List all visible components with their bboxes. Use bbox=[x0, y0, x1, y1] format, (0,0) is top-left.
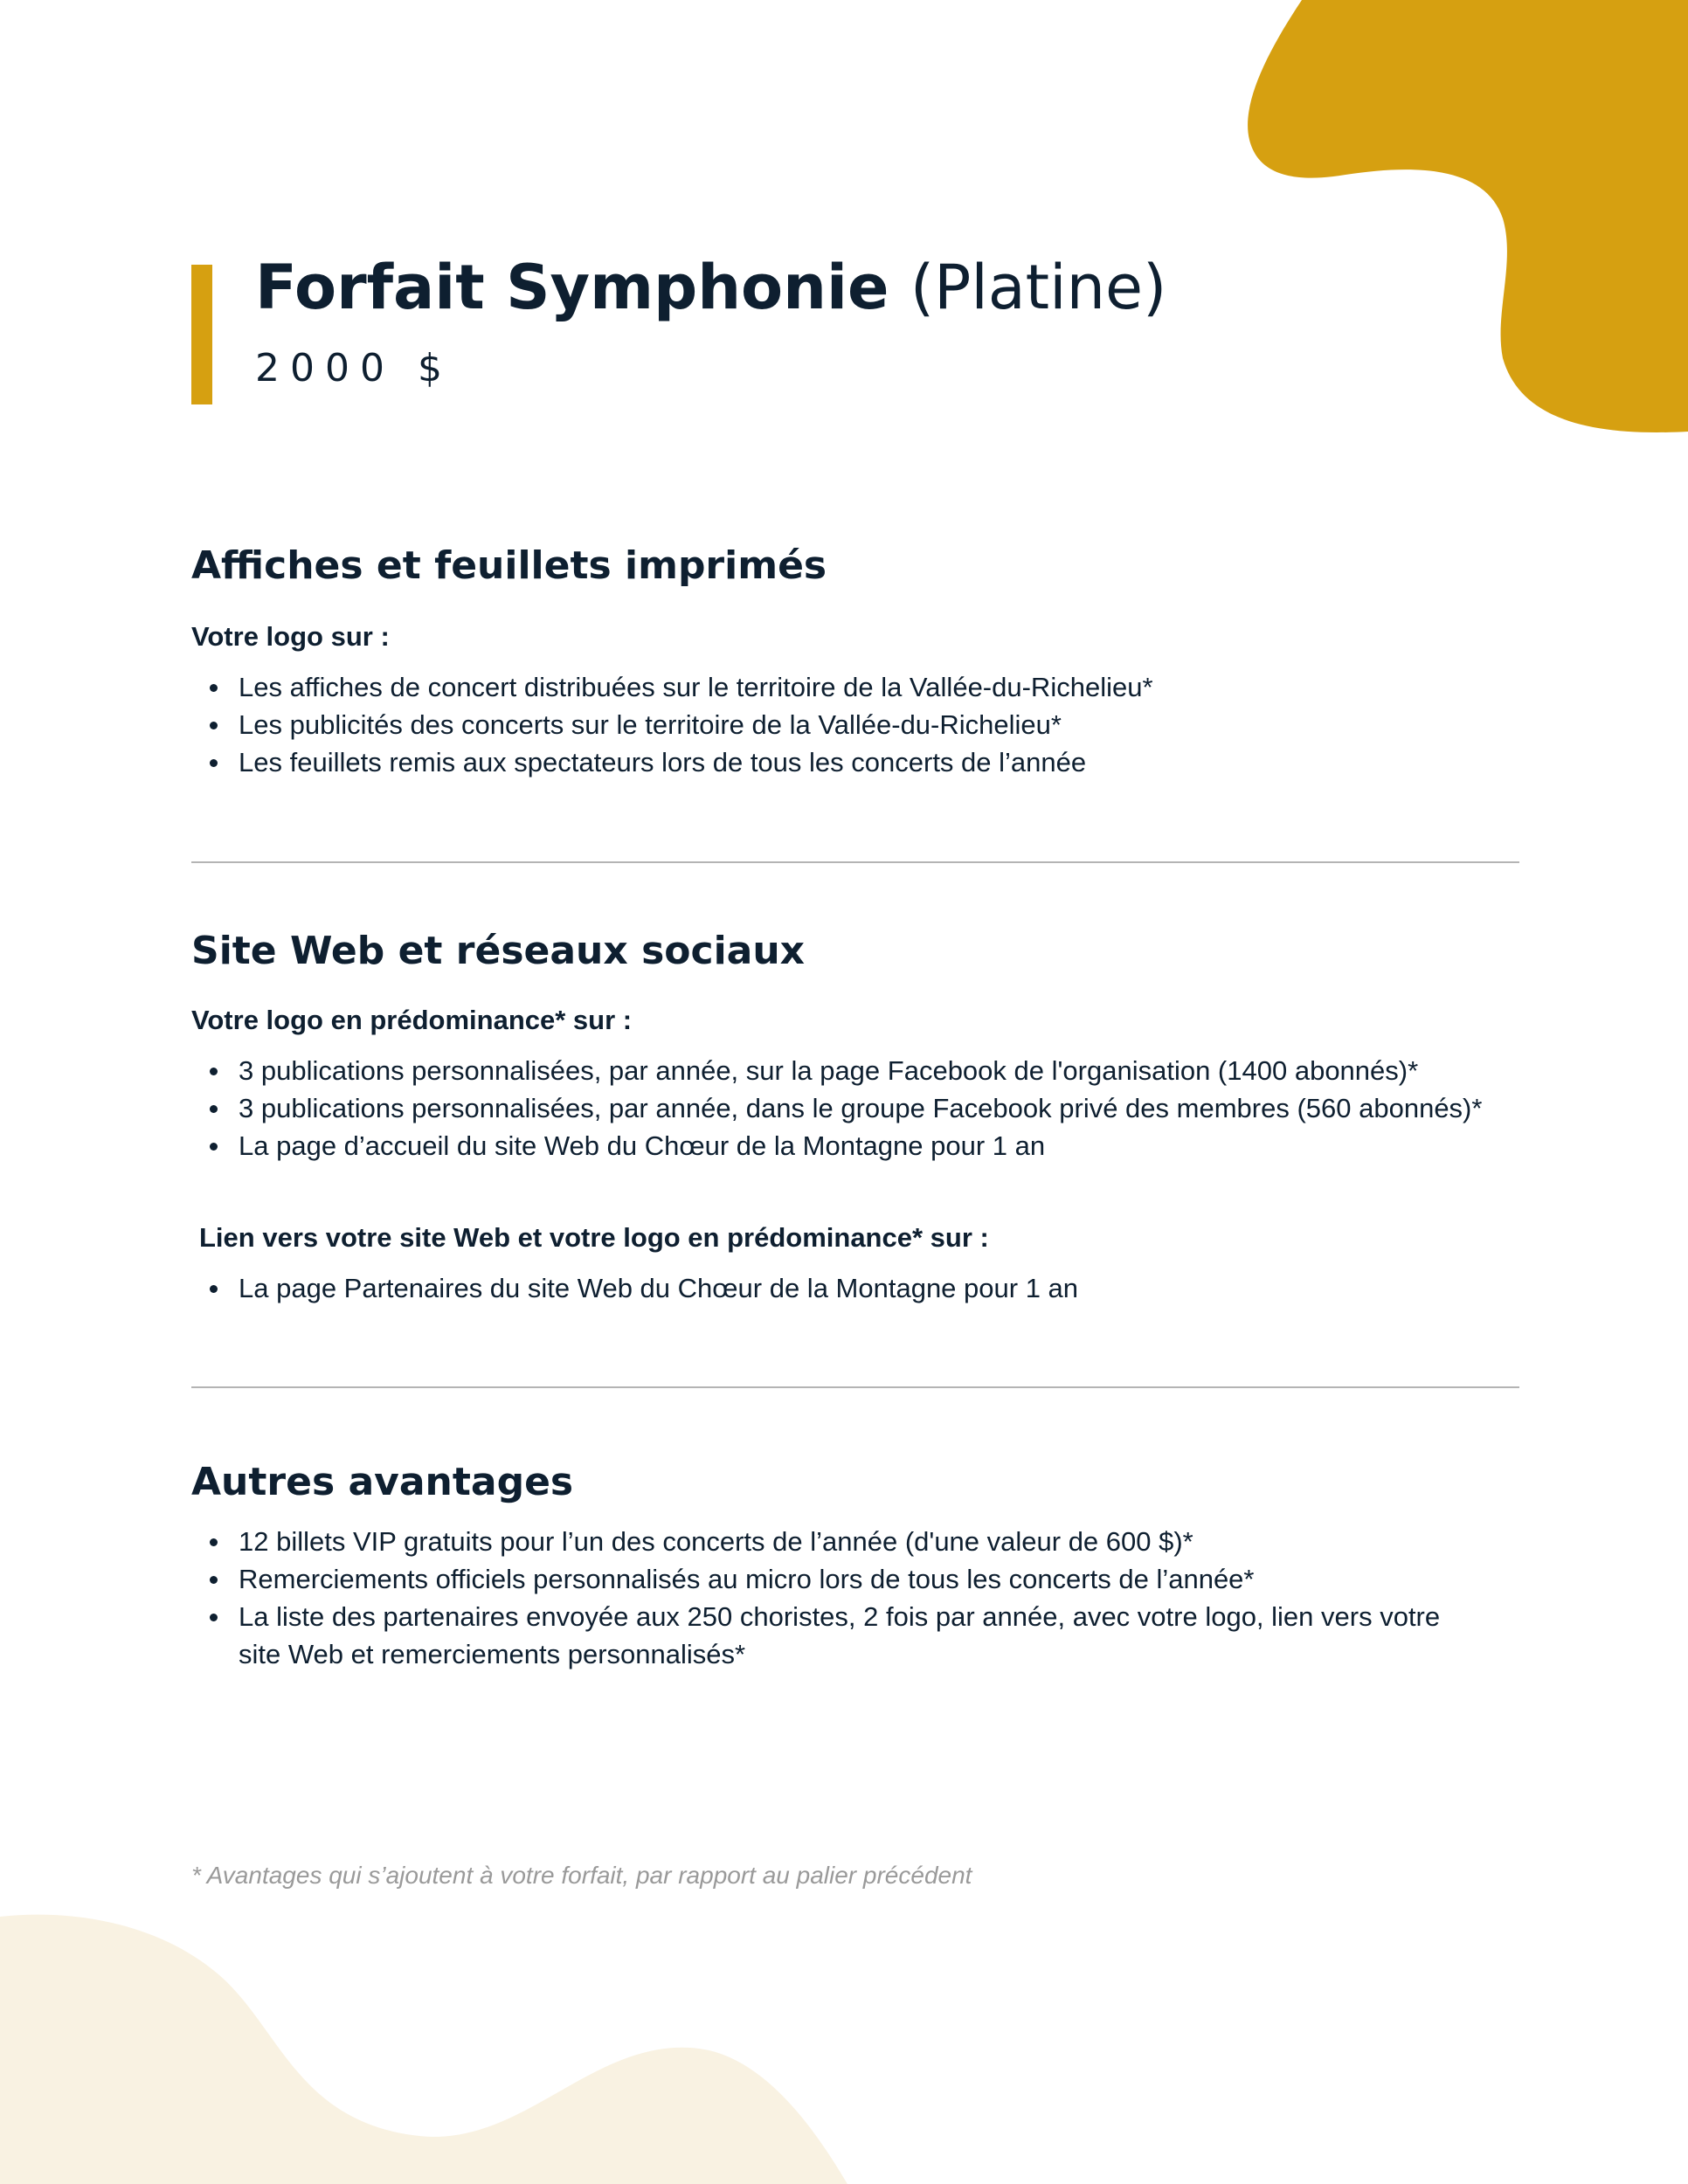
list-other bbox=[191, 1523, 1453, 1673]
list-print bbox=[191, 668, 1549, 781]
list-web-link bbox=[191, 1269, 1549, 1307]
section-subheading-web: Votre logo en prédominance* sur : bbox=[191, 1005, 633, 1035]
list-item: 3 publications personnalisées, par année, dans le groupe Facebook privé des membres (560 abonnés)* bbox=[239, 1089, 1549, 1127]
title-accent-bar bbox=[191, 265, 212, 404]
footnote: * Avantages qui s’ajoutent à votre forfait, par rapport au palier précédent bbox=[191, 1862, 972, 1889]
list-web bbox=[191, 1052, 1549, 1165]
package-price: 2000 $ bbox=[255, 346, 453, 390]
title-bold: Forfait Symphonie bbox=[255, 252, 889, 323]
list-item: La liste des partenaires envoyée aux 250 choristes, 2 fois par année, avec votre logo, lien vers votre site Web et remerciements personnalisés* bbox=[239, 1598, 1453, 1673]
section-divider bbox=[191, 861, 1519, 863]
section-subheading-print: Votre logo sur : bbox=[191, 621, 390, 652]
list-item: La page d’accueil du site Web du Chœur de la Montagne pour 1 an bbox=[239, 1127, 1549, 1165]
list-item: 12 billets VIP gratuits pour l’un des concerts de l’année (d'une valeur de 600 $)* bbox=[239, 1523, 1453, 1560]
section-heading-other: Autres avantages bbox=[191, 1460, 574, 1504]
title-tier: (Platine) bbox=[910, 252, 1167, 323]
section-divider bbox=[191, 1386, 1519, 1388]
list-item: Les affiches de concert distribuées sur le territoire de la Vallée-du-Richelieu* bbox=[239, 668, 1549, 706]
page-title bbox=[255, 252, 1166, 323]
section-heading-web: Site Web et réseaux sociaux bbox=[191, 929, 806, 973]
list-item: Les feuillets remis aux spectateurs lors de tous les concerts de l’année bbox=[239, 743, 1549, 781]
section-heading-print: Affiches et feuillets imprimés bbox=[191, 543, 827, 588]
section-subheading-web-link: Lien vers votre site Web et votre logo en prédominance* sur : bbox=[199, 1222, 989, 1253]
list-item: Les publicités des concerts sur le territoire de la Vallée-du-Richelieu* bbox=[239, 706, 1549, 743]
list-item: La page Partenaires du site Web du Chœur de la Montagne pour 1 an bbox=[239, 1269, 1549, 1307]
list-item: Remerciements officiels personnalisés au micro lors de tous les concerts de l’année* bbox=[239, 1560, 1453, 1598]
list-item: 3 publications personnalisées, par année, sur la page Facebook de l'organisation (1400 abonnés)* bbox=[239, 1052, 1549, 1089]
